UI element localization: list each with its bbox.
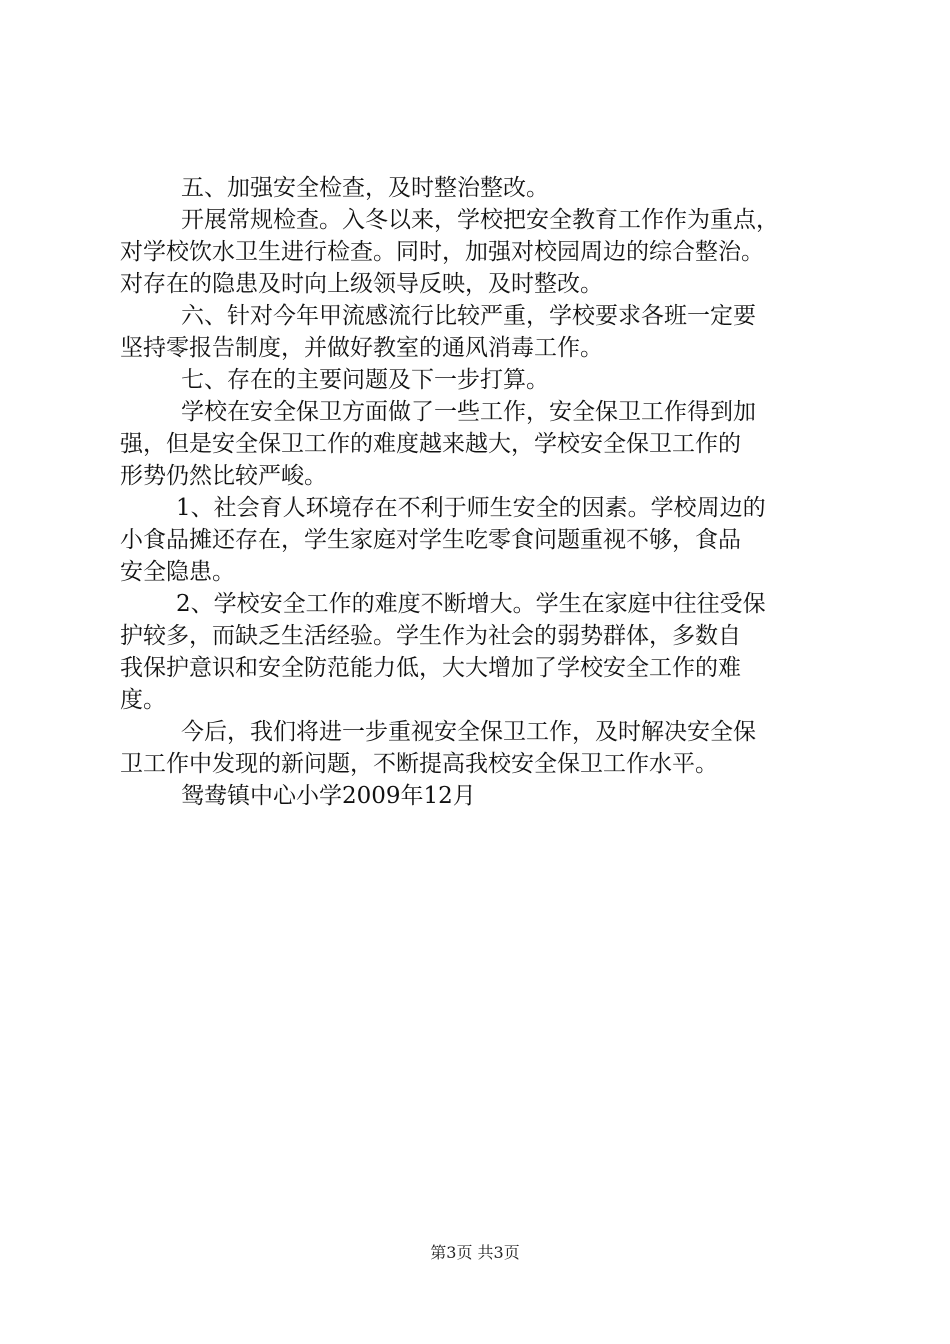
paragraph-line: 学校在安全保卫方面做了一些工作，安全保卫工作得到加: [181, 399, 756, 425]
paragraph-heading-6: 六、针对今年甲流感流行比较严重，学校要求各班一定要: [181, 303, 756, 329]
paragraph-line: 护较多，而缺乏生活经验。学生作为社会的弱势群体，多数自: [120, 623, 741, 649]
paragraph-line: 对学校饮水卫生进行检查。同时，加强对校园周边的综合整治。: [120, 239, 764, 265]
paragraph-heading-5: 五、加强安全检查，及时整治整改。: [181, 175, 549, 201]
paragraph-line: 卫工作中发现的新问题，不断提高我校安全保卫工作水平。: [120, 751, 718, 777]
paragraph-line: 对存在的隐患及时向上级领导反映，及时整改。: [120, 271, 603, 297]
paragraph-item-1: 1、社会育人环境存在不利于师生安全的因素。学校周边的: [176, 495, 766, 521]
paragraph-line: 安全隐患。: [120, 559, 235, 585]
paragraph-item-2: 2、学校安全工作的难度不断增大。学生在家庭中往往受保: [176, 591, 766, 617]
paragraph-line: 开展常规检查。入冬以来，学校把安全教育工作作为重点，: [181, 207, 779, 233]
paragraph-line: 度。: [120, 687, 166, 713]
paragraph-heading-7: 七、存在的主要问题及下一步打算。: [181, 367, 549, 393]
paragraph-line: 我保护意识和安全防范能力低，大大增加了学校安全工作的难: [120, 655, 741, 681]
page-number-footer: 第3页 共3页: [430, 1243, 520, 1262]
paragraph-line: 坚持零报告制度，并做好教室的通风消毒工作。: [120, 335, 603, 361]
paragraph-line: 今后，我们将进一步重视安全保卫工作，及时解决安全保: [181, 719, 756, 745]
paragraph-line: 强，但是安全保卫工作的难度越来越大，学校安全保卫工作的: [120, 431, 741, 457]
paragraph-line: 形势仍然比较严峻。: [120, 463, 327, 489]
paragraph-line: 小食品摊还存在，学生家庭对学生吃零食问题重视不够，食品: [120, 527, 741, 553]
signature-date: 鸳鸯镇中心小学2009年12月: [181, 783, 476, 809]
